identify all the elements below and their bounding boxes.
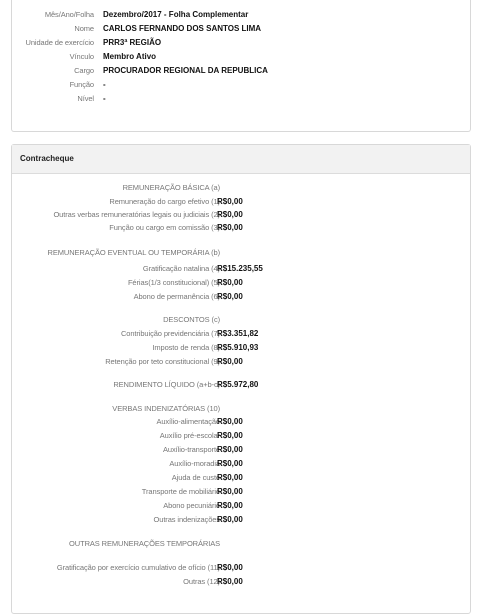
- contracheque-title: Contracheque: [12, 145, 470, 174]
- item-label: Ajuda de custo: [171, 473, 220, 482]
- list-item: [12, 290, 470, 303]
- list-item: [12, 195, 470, 208]
- section-heading-remuneracao-eventual: REMUNERAÇÃO EVENTUAL OU TEMPORÁRIA (b): [47, 248, 220, 257]
- field-unidade: [12, 36, 470, 50]
- item-label: Auxílio-moradia: [169, 459, 220, 468]
- section-heading-remuneracao-basica: REMUNERAÇÃO BÁSICA (a): [122, 183, 220, 192]
- section-heading-descontos: DESCONTOS (c): [163, 315, 220, 324]
- field-value: Dezembro/2017 - Folha Complementar: [103, 10, 249, 19]
- item-label: Retenção por teto constitucional (9): [105, 357, 220, 366]
- list-item: [12, 341, 470, 354]
- item-label: Auxílio-transporte: [163, 445, 220, 454]
- list-item: [12, 221, 470, 234]
- field-label: Vínculo: [69, 52, 94, 61]
- item-value: R$0,00: [217, 197, 243, 206]
- item-value: R$0,00: [217, 459, 243, 468]
- item-value: R$0,00: [217, 473, 243, 482]
- item-label: Transporte de mobiliário: [141, 487, 220, 496]
- field-cargo: [12, 64, 470, 78]
- section-heading-verbas-indenizatorias: VERBAS INDENIZATÓRIAS (10): [112, 404, 220, 413]
- item-label: Remuneração do cargo efetivo (1): [109, 197, 220, 206]
- item-value: R$0,00: [217, 278, 243, 287]
- list-item: [12, 485, 470, 498]
- item-label: Abono de permanência (6): [133, 292, 220, 301]
- list-item: [12, 415, 470, 428]
- list-item: [12, 429, 470, 442]
- field-label: Nível: [77, 94, 94, 103]
- list-item: [12, 561, 470, 574]
- item-label: Outras indenizações: [153, 515, 220, 524]
- field-value: CARLOS FERNANDO DOS SANTOS LIMA: [103, 24, 262, 33]
- list-item: [12, 443, 470, 456]
- item-label: Contribuição previdenciária (7): [120, 329, 220, 338]
- item-label: Gratificação natalina (4): [142, 264, 220, 273]
- item-value: R$0,00: [217, 417, 243, 426]
- item-value: R$0,00: [217, 515, 243, 524]
- field-value: -: [103, 80, 106, 89]
- item-label: Gratificação por exercício cumulativo de ofício (11): [56, 563, 220, 572]
- field-value: PRR3ª REGIÃO: [103, 38, 162, 47]
- section-heading-outras-temporarias: OUTRAS REMUNERAÇÕES TEMPORÁRIAS: [69, 539, 220, 548]
- item-label: Férias(1/3 constitucional) (5): [127, 278, 220, 287]
- item-label: Outras verbas remuneratórias legais ou judiciais (2): [53, 210, 220, 219]
- item-label: Auxílio pré-escolar: [159, 431, 220, 440]
- field-funcao: [12, 78, 470, 92]
- item-value: R$0,00: [217, 563, 243, 572]
- field-vinculo: [12, 50, 470, 64]
- item-label: Abono pecuniário: [163, 501, 220, 510]
- item-value: R$5.972,80: [217, 380, 259, 389]
- list-item: [12, 262, 470, 275]
- item-value: R$3.351,82: [217, 329, 259, 338]
- field-label: Nome: [74, 24, 94, 33]
- employee-info-panel: [11, 0, 471, 132]
- list-item: [12, 355, 470, 368]
- rendimento-liquido-row: [12, 378, 470, 391]
- item-label: Imposto de renda (8): [152, 343, 220, 352]
- field-value: -: [103, 94, 106, 103]
- contracheque-panel: [11, 144, 471, 614]
- list-item: [12, 276, 470, 289]
- field-label: Função: [69, 80, 94, 89]
- list-item: [12, 471, 470, 484]
- item-label: Auxílio-alimentação: [156, 417, 220, 426]
- item-value: R$15.235,55: [217, 264, 263, 273]
- item-value: R$0,00: [217, 501, 243, 510]
- list-item: [12, 327, 470, 340]
- field-value: PROCURADOR REGIONAL DA REPUBLICA: [103, 66, 268, 75]
- field-value: Membro Ativo: [103, 52, 157, 61]
- item-label: Outras (12): [183, 577, 220, 586]
- item-value: R$0,00: [217, 210, 243, 219]
- field-label: Cargo: [74, 66, 94, 75]
- field-nome: [12, 22, 470, 36]
- item-label: Função ou cargo em comissão (3): [109, 223, 220, 232]
- item-value: R$0,00: [217, 357, 243, 366]
- list-item: [12, 208, 470, 221]
- item-label: RENDIMENTO LÍQUIDO (a+b-c): [113, 380, 220, 389]
- item-value: R$0,00: [217, 223, 243, 232]
- field-label: Unidade de exercício: [25, 38, 94, 47]
- item-value: R$0,00: [217, 487, 243, 496]
- item-value: R$5.910,93: [217, 343, 259, 352]
- list-item: [12, 499, 470, 512]
- list-item: [12, 457, 470, 470]
- item-value: R$0,00: [217, 445, 243, 454]
- field-label: Mês/Ano/Folha: [44, 10, 94, 19]
- item-value: R$0,00: [217, 577, 243, 586]
- list-item: [12, 513, 470, 526]
- list-item: [12, 575, 470, 588]
- item-value: R$0,00: [217, 431, 243, 440]
- field-nivel: [12, 92, 470, 106]
- field-mes-ano-folha: [12, 8, 470, 22]
- item-value: R$0,00: [217, 292, 243, 301]
